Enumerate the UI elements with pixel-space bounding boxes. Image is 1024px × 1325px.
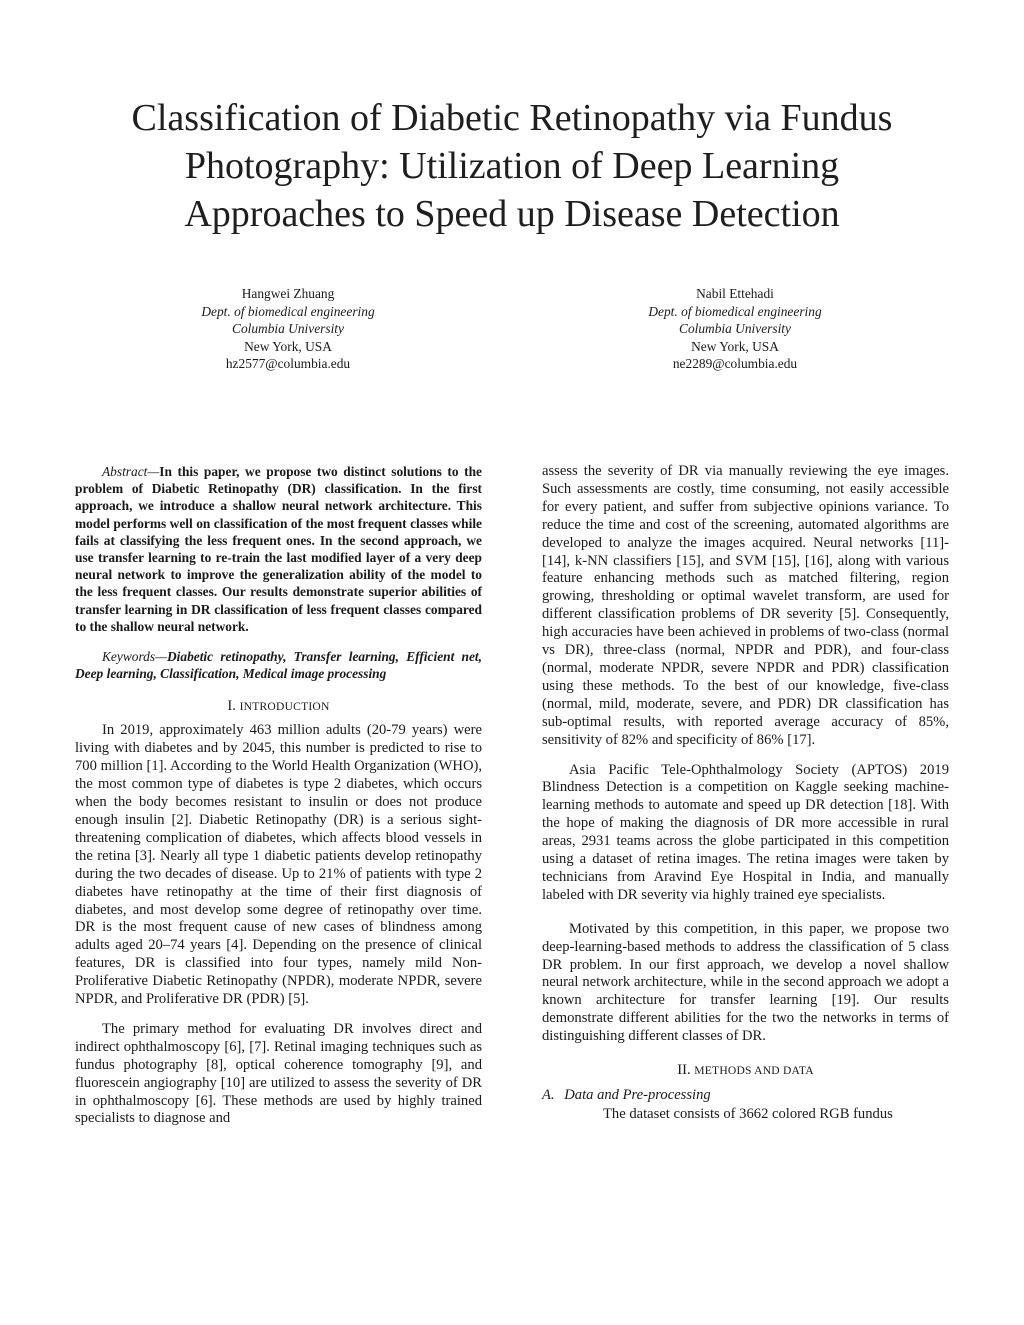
keywords-label: Keywords—: [102, 649, 167, 665]
right-column: [542, 463, 949, 1124]
paragraph: The dataset consists of 3662 colored RGB fundus: [603, 1106, 893, 1123]
author-block-1: [128, 285, 448, 373]
title-line: Photography: Utilization of Deep Learning: [184, 145, 840, 187]
paragraph: In 2019, approximately 463 million adults (20-79 years) were living with diabetes and by 2045, this number is predicted to rise to 700 million [1]. According to the World Health Organization (WHO), the most common type of diabetes is type 2 diabetes, which occurs when the body becomes resistant to insulin or does not produce enough insulin [2]. Diabetic Retinopathy (DR) is a serious sight-threatening complication of diabetes, which affects blood vessels in the retina [3]. Nearly all type 1 diabetic patients develop retinopathy during the two decades of disease. Up to 21% of patients with type 2 diabetes have retinopathy at the time of their first diagnosis of diabetes, and most develop some degree of retinopathy over time. DR is the most frequent cause of new cases of blindness among adults aged 20–74 years [4]. Depending on the presence of clinical features, DR is classified into four types, namely mild Non-Proliferative Diabetic Retinopathy (NPDR), moderate NPDR, severe NPDR, and Proliferative DR (PDR) [5].: [75, 722, 482, 1008]
section-number: I.: [227, 698, 236, 715]
author-department: Dept. of biomedical engineering: [648, 303, 822, 319]
subsection-number: A.: [542, 1087, 555, 1104]
author-university: Columbia University: [679, 321, 791, 337]
paragraph: The primary method for evaluating DR involves direct and indirect ophthalmoscopy [6], [7]. Retinal imaging techniques such as fundus photography [8], optical coherence tomography [9], and fluorescein angiography [10] are utilized to assess the severity of DR in ophthalmoscopy [6]. These methods are used by highly trained specialists to diagnose and: [75, 1020, 482, 1127]
author-location: New York, USA: [691, 338, 779, 354]
paragraph: Asia Pacific Tele-Ophthalmology Society (APTOS) 2019 Blindness Detection is a competition on Kaggle seeking machine-learning methods to automate and speed up DR detection [18]. With the hope of making the diagnosis of DR more accessible in rural areas, 2931 teams across the globe participated in this competition using a dataset of retina images. The retina images were taken by technicians from Aravind Eye Hospital in India, and manually labeled with DR severity via highly trained eye specialists.: [542, 761, 949, 903]
paragraph: Motivated by this competition, in this paper, we propose two deep-learning-based methods to address the classification of 5 class DR problem. In our first approach, we develop a novel shallow neural network architecture, while in the second approach we adopt a known architecture for transfer learning [19]. Our results demonstrate different abilities for the two the networks in terms of distinguishing different classes of DR.: [542, 920, 949, 1045]
left-column: [75, 463, 482, 1128]
section-title: INTRODUCTION: [239, 700, 330, 714]
section-number: II.: [677, 1062, 691, 1079]
author-university: Columbia University: [232, 321, 344, 337]
keywords-text: Diabetic retinopathy, Transfer learning, Efficient net, Deep learning, Classification, Medical image processing: [75, 649, 482, 682]
subsection-heading-data: [542, 1086, 949, 1104]
paper-title: [60, 94, 964, 238]
subsection-title: Data and Pre-processing: [564, 1087, 711, 1104]
abstract-text: In this paper, we propose two distinct solutions to the problem of Diabetic Retinopathy (DR) classification. In the first approach, we introduce a shallow neural network architecture. This model performs well on classification of the most frequent classes while fails at classifying the less frequent ones. In the second approach, we use transfer learning to re-train the last modified layer of a very deep neural network to improve the generalization ability of the model to the less frequent classes. Our results demonstrate superior abilities of transfer learning in DR classification of less frequent classes compared to the shallow neural network.: [75, 464, 482, 634]
author-block-2: [575, 285, 895, 373]
author-department: Dept. of biomedical engineering: [201, 303, 375, 319]
section-heading-methods: [542, 1061, 949, 1080]
keywords: [75, 648, 482, 682]
author-email: ne2289@columbia.edu: [672, 356, 798, 372]
paragraph: assess the severity of DR via manually reviewing the eye images. Such assessments are costly, time consuming, not easily accessible for every patient, and suffer from subjective opinions variance. To reduce the time and cost of the screening, automated algorithms are developed to analyze the images acquired. Neural networks [11]-[14], k-NN classifiers [15], and SVM [15], [16], along with various feature enhancing methods such as matched filtering, region growing, thresholding or optimal wavelet transform, are used for different classification problems of DR severity [5]. Consequently, high accuracies have been achieved in problems of two-class (normal vs DR), three-class (normal, NPDR and PDR), and four-class (normal, moderate NPDR, severe NPDR and PDR) classification using these methods. To the best of our knowledge, five-class (normal, mild, moderate, severe, and PDR) DR classification has sub-optimal results, with reported average accuracy of 85%, sensitivity of 82% and specificity of 86% [17].: [542, 463, 949, 748]
author-email: hz2577@columbia.edu: [225, 356, 351, 372]
abstract-label: Abstract—: [102, 464, 160, 479]
title-line: Classification of Diabetic Retinopathy via Fundus: [131, 97, 893, 139]
abstract: [75, 463, 482, 635]
author-location: New York, USA: [244, 338, 332, 354]
section-title: METHODS AND DATA: [694, 1064, 814, 1078]
title-line: Approaches to Speed up Disease Detection: [184, 193, 840, 235]
author-name: Nabil Ettehadi: [696, 286, 774, 301]
section-heading-introduction: [75, 697, 482, 716]
author-name: Hangwei Zhuang: [241, 286, 335, 301]
